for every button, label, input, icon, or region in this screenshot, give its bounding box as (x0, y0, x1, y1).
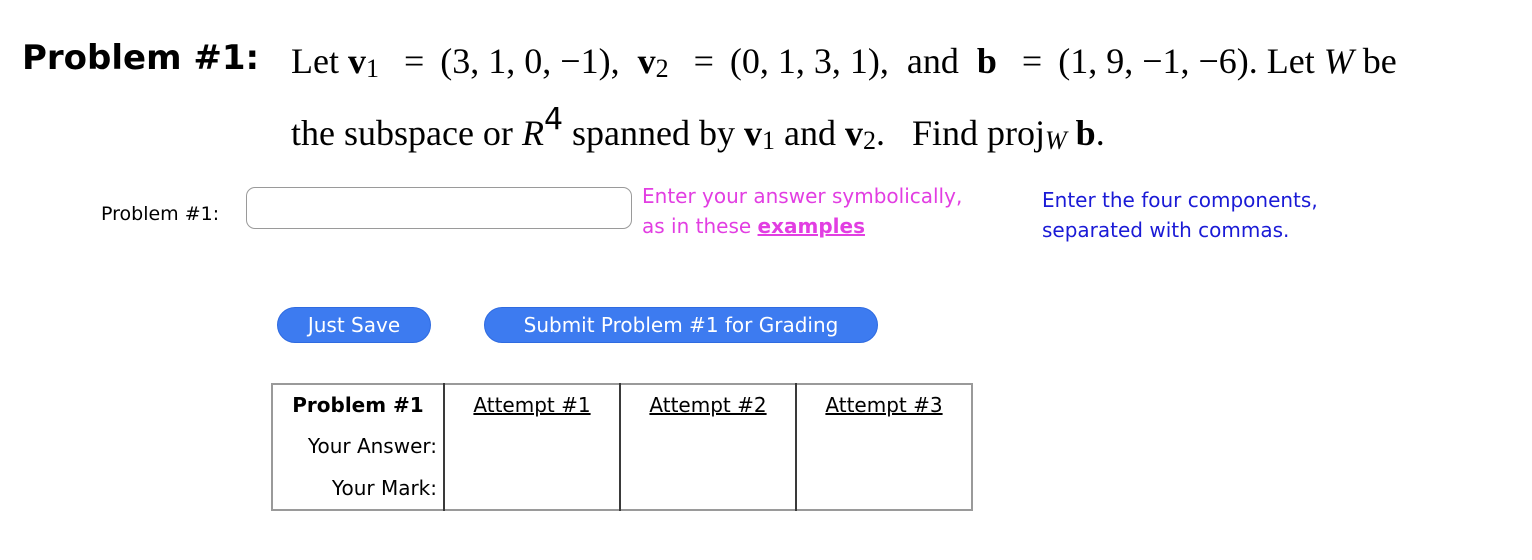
just-save-button[interactable]: Just Save (277, 307, 431, 343)
statement-line-1: Let v1 = (3, 1, 0, −1), v2 = (0, 1, 3, 1), and b = (1, 9, −1, −6). Let W be (291, 41, 1397, 83)
examples-link[interactable]: examples (757, 214, 865, 238)
attempt-1-link[interactable]: Attempt #1 (444, 384, 620, 425)
symbolic-hint: Enter your answer symbolically, as in these examples (642, 184, 963, 238)
your-mark-label: Your Mark: (331, 476, 437, 500)
format-hint: Enter the four components, separated with commas. (1042, 188, 1318, 242)
problem-title: Problem #1: (22, 38, 260, 78)
attempt-2-answer (620, 425, 796, 467)
attempt-2-mark (620, 467, 796, 510)
attempts-header-row (272, 384, 972, 425)
attempts-table-title: Problem #1 (292, 393, 424, 417)
attempt-3-link[interactable]: Attempt #3 (796, 384, 972, 425)
attempt-3-answer (796, 425, 972, 467)
your-mark-row (272, 467, 972, 510)
attempt-3-mark (796, 467, 972, 510)
answer-label: Problem #1: (101, 203, 220, 225)
problem-statement (291, 36, 1531, 166)
attempts-table (271, 383, 973, 511)
your-answer-label: Your Answer: (307, 434, 437, 458)
your-answer-row (272, 425, 972, 467)
statement-line-2: the subspace or $R^4$ spanned by v1 and v2. Find projW b. (291, 102, 1105, 155)
attempt-1-answer (444, 425, 620, 467)
attempt-2-link[interactable]: Attempt #2 (620, 384, 796, 425)
answer-input[interactable] (246, 187, 632, 229)
attempt-1-mark (444, 467, 620, 510)
submit-for-grading-button[interactable]: Submit Problem #1 for Grading (484, 307, 878, 343)
